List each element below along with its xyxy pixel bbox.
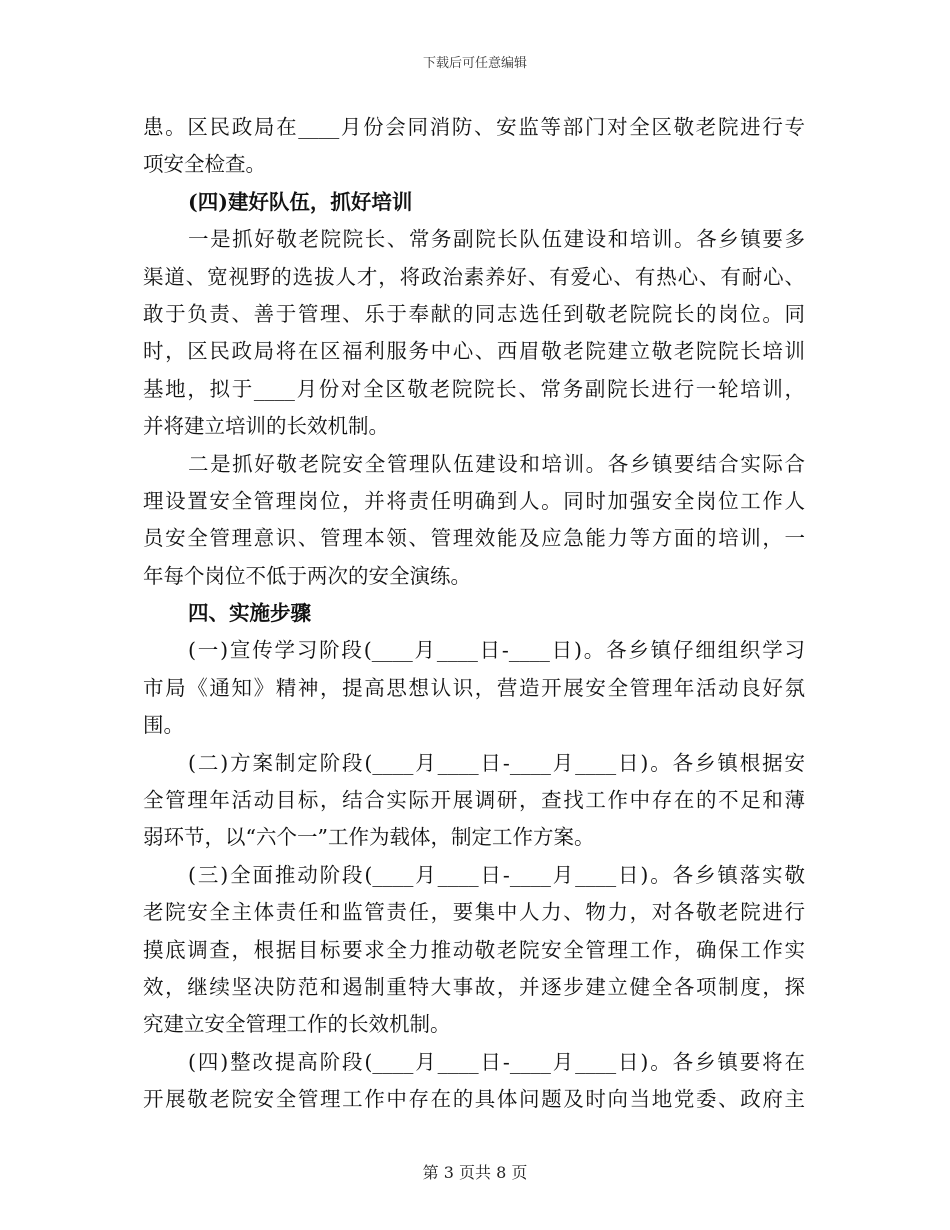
text-line: 并将建立培训的长效机制。 — [143, 414, 389, 439]
text-line: 开展敬老院安全管理工作中存在的具体问题及时向当地党委、政府主 — [143, 1087, 805, 1112]
text-line: 时，区民政局将在区福利服务中心、西眉敬老院建立敬老院院长培训 — [143, 339, 805, 364]
text-line: 年每个岗位不低于两次的安全演练。 — [143, 563, 471, 588]
text-line: 患。区民政局在____月份会同消防、安监等部门对全区敬老院进行专 — [143, 115, 805, 139]
section-heading: (四)建好队伍，抓好培训 — [188, 189, 413, 214]
text-line: 围。 — [143, 713, 184, 738]
text-line: 弱环节，以“六个一”工作为载体，制定工作方案。 — [143, 825, 595, 850]
text-line: 市局《通知》精神，提高思想认识，营造开展安全管理年活动良好氛 — [143, 675, 805, 700]
text-line: 效，继续坚决防范和遏制重特大事故，并逐步建立健全各项制度，探 — [143, 974, 805, 999]
text-line: 摸底调查，根据目标要求全力推动敬老院安全管理工作，确保工作实 — [143, 937, 805, 962]
text-line: 项安全检查。 — [143, 152, 266, 177]
text-line: 全管理年活动目标，结合实际开展调研，查找工作中存在的不足和薄 — [143, 788, 805, 813]
text-line: (三)全面推动阶段(____月____日-____月____日)。各乡镇落实敬 — [188, 862, 805, 887]
text-line: 理设置安全管理岗位，并将责任明确到人。同时加强安全岗位工作人 — [143, 488, 805, 513]
text-line: (四)整改提高阶段(____月____日-____月____日)。各乡镇要将在 — [188, 1049, 805, 1074]
page-header: 下载后可任意编辑 — [422, 56, 527, 71]
text-line: (一)宣传学习阶段(____月____日-____日)。各乡镇仔细组织学习 — [188, 638, 805, 663]
text-line: 敢于负责、善于管理、乐于奉献的同志选任到敬老院院长的岗位。同 — [143, 301, 805, 326]
text-line: 老院安全主体责任和监管责任，要集中人力、物力，对各敬老院进行 — [143, 900, 805, 925]
text-line: 渠道、宽视野的选拔人才，将政治素养好、有爱心、有热心、有耐心、 — [143, 264, 805, 289]
document-body — [143, 109, 805, 1119]
text-line: 二是抓好敬老院安全管理队伍建设和培训。各乡镇要结合实际合 — [188, 451, 805, 476]
text-line: 基地，拟于____月份对全区敬老院院长、常务副院长进行一轮培训， — [143, 376, 805, 401]
page-footer: 第 3 页共 8 页 — [422, 1163, 528, 1182]
text-line: 员安全管理意识、管理本领、管理效能及应急能力等方面的培训，一 — [143, 526, 805, 551]
text-line: 究建立安全管理工作的长效机制。 — [143, 1012, 451, 1037]
section-heading: 四、实施步骤 — [188, 601, 311, 626]
text-line: 一是抓好敬老院院长、常务副院长队伍建设和培训。各乡镇要多 — [188, 227, 805, 252]
text-line: (二)方案制定阶段(____月____日-____月____日)。各乡镇根据安 — [188, 750, 805, 775]
